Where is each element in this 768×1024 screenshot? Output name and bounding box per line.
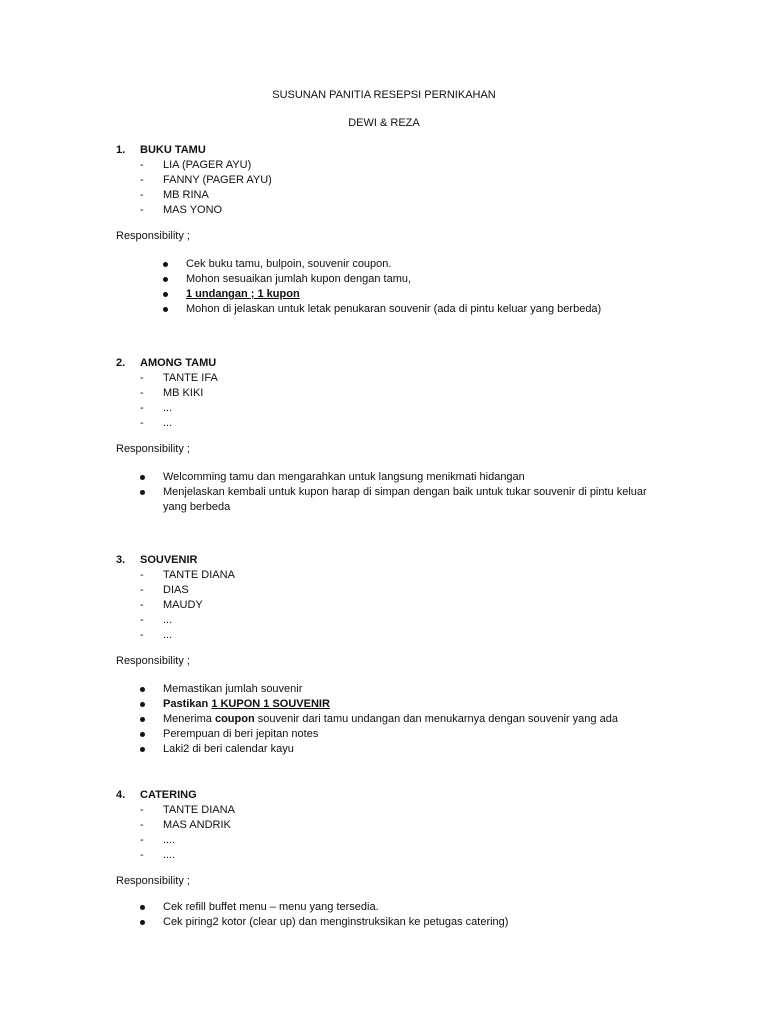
section-title: SOUVENIR — [140, 554, 198, 566]
section-heading — [116, 788, 716, 803]
member-item: - ... — [140, 417, 173, 429]
member-item: - .... — [140, 849, 176, 861]
member-item: - MB KIKI — [140, 387, 204, 399]
bullet-icon — [140, 475, 145, 480]
member-item: - TANTE IFA — [140, 372, 218, 384]
section-title: BUKU TAMU — [140, 144, 206, 156]
section-number: 1. — [116, 144, 126, 156]
responsibility-label: Responsibility ; — [116, 443, 190, 455]
section-buku-tamu — [116, 143, 716, 315]
responsibility-label: Responsibility ; — [116, 230, 190, 242]
bullet-icon — [140, 747, 145, 752]
bullet-icon — [140, 732, 145, 737]
bullet-icon — [140, 702, 145, 707]
member-item: - MAUDY — [140, 599, 203, 611]
responsibility-item: Mohon di jelaskan untuk letak penukaran souvenir (ada di pintu keluar yang berbeda) — [116, 302, 716, 317]
section-title: AMONG TAMU — [140, 357, 217, 369]
section-number: 3. — [116, 554, 126, 566]
bullet-icon — [163, 262, 168, 267]
bullet-icon — [163, 292, 168, 297]
member-item: - TANTE DIANA — [140, 804, 235, 816]
section-among-tamu — [116, 356, 716, 513]
responsibility-item: 1 undangan ; 1 kupon — [116, 287, 716, 302]
bullet-icon — [163, 277, 168, 282]
section-souvenir — [116, 553, 716, 755]
member-item: - LIA (PAGER AYU) — [140, 159, 252, 171]
member-list — [116, 803, 716, 863]
bullet-icon — [140, 905, 145, 910]
member-item: - MAS YONO — [140, 204, 223, 216]
responsibility-list — [116, 682, 716, 757]
bullet-icon — [140, 920, 145, 925]
bullet-icon — [163, 307, 168, 312]
section-heading — [116, 553, 716, 568]
member-item: - MAS ANDRIK — [140, 819, 231, 831]
section-number: 4. — [116, 789, 126, 801]
responsibility-item: Laki2 di beri calendar kayu — [116, 742, 716, 757]
member-list — [116, 158, 716, 218]
responsibility-item: Pastikan 1 KUPON 1 SOUVENIR — [116, 697, 716, 712]
bullet-icon — [140, 687, 145, 692]
responsibility-list — [116, 257, 716, 317]
bullet-icon — [140, 490, 145, 495]
bullet-icon — [140, 717, 145, 722]
responsibility-item: Cek piring2 kotor (clear up) dan menginstruksikan ke petugas catering) — [116, 915, 716, 930]
member-item: - TANTE DIANA — [140, 569, 235, 581]
document-title: SUSUNAN PANITIA RESEPSI PERNIKAHAN — [272, 89, 496, 101]
member-item: - FANNY (PAGER AYU) — [140, 174, 272, 186]
member-item: - .... — [140, 834, 176, 846]
responsibility-item: Memastikan jumlah souvenir — [116, 682, 716, 697]
responsibility-item: Welcomming tamu dan mengarahkan untuk langsung menikmati hidangan — [116, 470, 656, 485]
section-heading — [116, 143, 716, 158]
member-item: - ... — [140, 629, 173, 641]
document-subtitle: DEWI & REZA — [348, 117, 420, 129]
responsibility-item: Mohon sesuaikan jumlah kupon dengan tamu, — [116, 272, 716, 287]
responsibility-item: Cek refill buffet menu – menu yang tersedia. — [116, 900, 716, 915]
responsibility-label: Responsibility ; — [116, 875, 190, 887]
member-item: - DIAS — [140, 584, 189, 596]
member-list — [116, 371, 716, 431]
responsibility-item: Cek buku tamu, bulpoin, souvenir coupon. — [116, 257, 716, 272]
member-item: - ... — [140, 402, 173, 414]
responsibility-item: Menerima coupon souvenir dari tamu undangan dan menukarnya dengan souvenir yang ada — [116, 712, 716, 727]
section-title: CATERING — [140, 789, 197, 801]
responsibility-list — [116, 470, 656, 515]
section-catering — [116, 788, 716, 928]
section-number: 2. — [116, 357, 126, 369]
section-heading — [116, 356, 716, 371]
responsibility-label: Responsibility ; — [116, 655, 190, 667]
member-item: - MB RINA — [140, 189, 209, 201]
member-list — [116, 568, 716, 643]
member-item: - ... — [140, 614, 173, 626]
responsibility-item: Menjelaskan kembali untuk kupon harap di simpan dengan baik untuk tukar souvenir di pintu keluar yang berbeda — [116, 485, 656, 515]
responsibility-list — [116, 900, 716, 930]
responsibility-item: Perempuan di beri jepitan notes — [116, 727, 716, 742]
